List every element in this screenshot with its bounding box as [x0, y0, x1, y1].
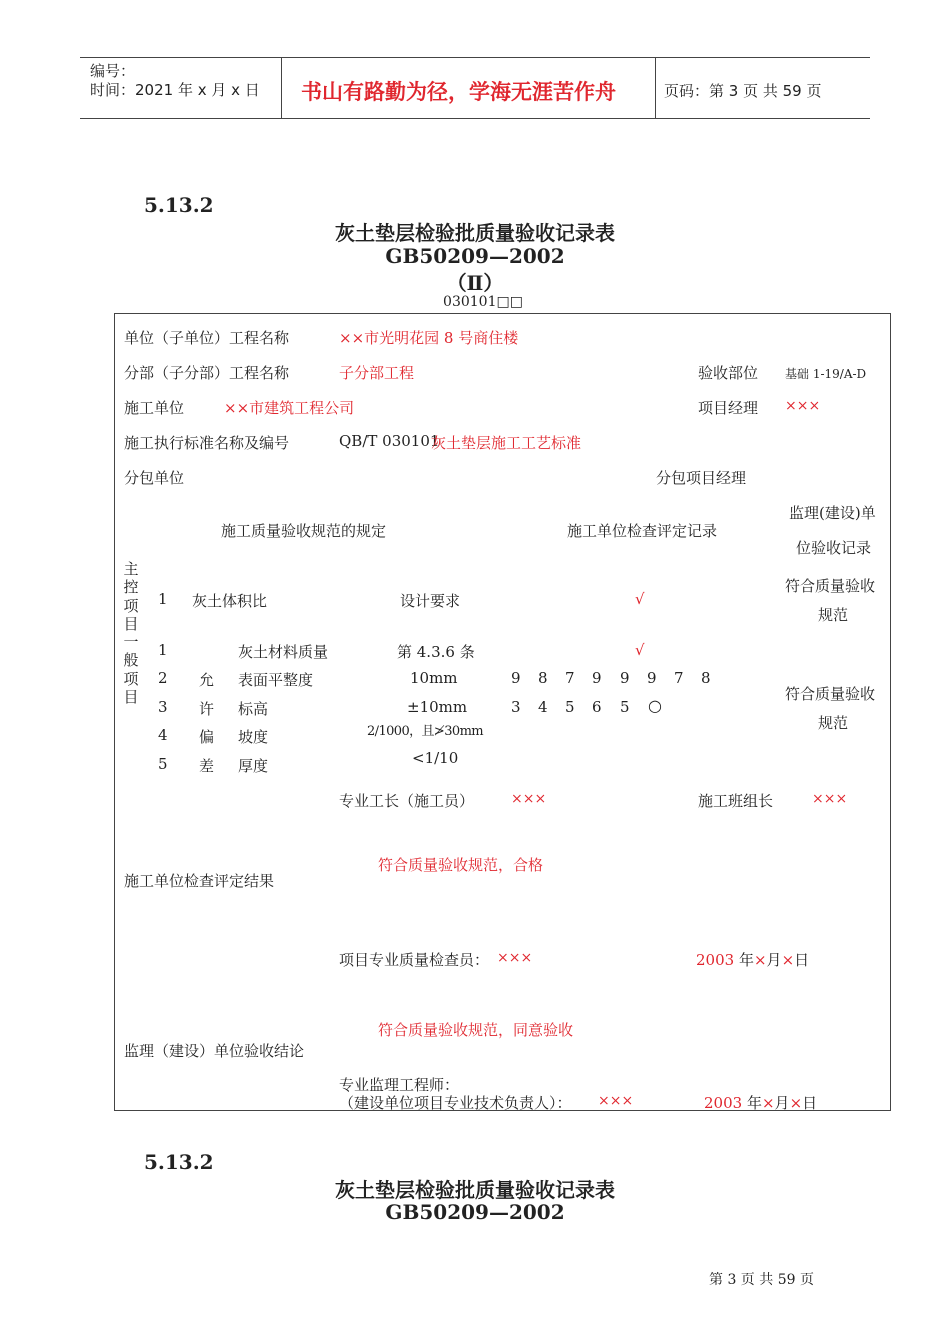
- page-title: 灰土垫层检验批质量验收记录表: [335, 221, 615, 245]
- conclusion-date-text: 日: [802, 1094, 818, 1112]
- inspection-part-label: 验收部位: [698, 364, 759, 382]
- conclusion-date-year: 2003: [704, 1094, 743, 1112]
- main-item-requirement: 设计要求: [400, 592, 461, 610]
- supervise-header-line1: 监理(建设)单: [789, 504, 876, 522]
- flatness-value: 8: [701, 669, 711, 687]
- standard-name-value: 灰土垫层施工工艺标准: [431, 434, 582, 452]
- flatness-value: 9: [592, 669, 602, 687]
- elevation-value: 6: [592, 698, 602, 716]
- supervise-header-line2: 位验收记录: [796, 539, 872, 557]
- check-date-year: 2003: [696, 951, 735, 969]
- vertical-char: 目: [123, 688, 139, 707]
- subcontractor-label: 分包单位: [124, 469, 185, 487]
- deviation-char: 许: [199, 700, 215, 718]
- unit-project-label: 单位（子单位）工程名称: [124, 329, 290, 347]
- conclusion-label: 监理（建设）单位验收结论: [124, 1042, 305, 1060]
- flatness-value: 8: [538, 669, 548, 687]
- general-item-number: 2: [158, 669, 168, 687]
- standard-code-2: GB50209—2002: [385, 1200, 565, 1224]
- inspector-label: 项目专业质量检查员：: [339, 951, 490, 969]
- check-date: [696, 949, 809, 970]
- header-divider-1: [281, 57, 282, 119]
- conclusion-date-day: ×: [789, 1094, 803, 1112]
- vertical-char: 项: [123, 669, 139, 688]
- general-item-number: 3: [158, 698, 168, 716]
- flatness-value: 7: [565, 669, 575, 687]
- builder-value: ××市建筑工程公司: [224, 399, 355, 417]
- general-item-number: 4: [158, 726, 168, 744]
- general-item-requirement: ±10mm: [407, 698, 468, 716]
- foreman-label: 专业工长（施工员）: [339, 792, 475, 810]
- header-divider-2: [655, 57, 656, 119]
- unit-project-value: ××市光明花园 8 号商住楼: [339, 329, 519, 347]
- footer-page-number: 第 3 页 共 59 页: [709, 1272, 814, 1288]
- general-conform-line2: 规范: [818, 714, 849, 732]
- header-time-label: 时间：2021 年 x 月 x 日: [90, 81, 260, 99]
- main-item-name: 灰土体积比: [192, 592, 268, 610]
- conclusion-date: [704, 1092, 817, 1113]
- project-manager-value: ×××: [785, 398, 821, 414]
- subdivision-value: 子分部工程: [339, 364, 415, 382]
- check-date-day: ×: [781, 951, 795, 969]
- general-item-requirement: 第 4.3.6 条: [397, 643, 475, 661]
- conclusion-date-month: ×: [761, 1094, 775, 1112]
- category-vertical-label: [123, 560, 139, 706]
- deviation-char: 差: [199, 757, 215, 775]
- conclusion-date-text: 年: [742, 1094, 762, 1112]
- header-page-label: 页码：第 3 页 共 59 页: [664, 82, 822, 100]
- header-bottom-rule: [80, 118, 870, 119]
- deviation-char: 偏: [199, 728, 215, 746]
- form-variant: （Ⅱ）: [446, 271, 504, 295]
- team-leader-label: 施工班组长: [698, 792, 774, 810]
- flatness-value: 9: [647, 669, 657, 687]
- vertical-char: 主: [123, 560, 139, 578]
- main-item-number: 1: [158, 590, 168, 608]
- main-conform-line1: 符合质量验收: [785, 577, 876, 595]
- subcontract-manager-label: 分包项目经理: [656, 469, 747, 487]
- form-serial: 030101□□: [443, 294, 523, 310]
- inspection-part-value: 基础 1-19/A-D: [785, 367, 867, 381]
- general-item-name: 坡度: [238, 728, 269, 746]
- vertical-char: 一: [123, 633, 139, 652]
- general-item-name: 灰土材料质量: [238, 643, 329, 661]
- header-motto: 书山有路勤为径，学海无涯苦作舟: [301, 79, 616, 104]
- standard-label: 施工执行标准名称及编号: [124, 434, 290, 452]
- vertical-char: 控: [123, 578, 139, 597]
- check-date-text: 日: [794, 951, 810, 969]
- check-date-text: 月: [766, 951, 782, 969]
- header-number-label: 编号：: [90, 62, 136, 80]
- standard-code: GB50209—2002: [385, 244, 565, 268]
- conclusion-value: 符合质量验收规范，同意验收: [378, 1021, 574, 1039]
- engineer-value: ×××: [598, 1093, 634, 1109]
- page-title-2: 灰土垫层检验批质量验收记录表: [335, 1178, 615, 1202]
- general-item-requirement: 10mm: [410, 669, 458, 687]
- builder-label: 施工单位: [124, 399, 185, 417]
- main-item-check: √: [635, 590, 645, 608]
- project-manager-label: 项目经理: [698, 399, 759, 417]
- elevation-value: 3: [511, 698, 521, 716]
- section-number-2: 5.13.2: [144, 1150, 214, 1174]
- general-item-number: 5: [158, 755, 168, 773]
- engineer-sub-label: （建设单位项目专业技术负责人）：: [339, 1094, 572, 1112]
- deviation-char: 允: [199, 671, 215, 689]
- elevation-value: 5: [565, 698, 575, 716]
- vertical-char: 项: [123, 596, 139, 615]
- header-top-rule: [80, 57, 870, 58]
- elevation-value: 5: [620, 698, 630, 716]
- subdivision-label: 分部（子分部）工程名称: [124, 364, 290, 382]
- section-number: 5.13.2: [144, 193, 214, 217]
- inspector-value: ×××: [497, 950, 533, 966]
- team-leader-value: ×××: [812, 791, 848, 807]
- general-item-name: 厚度: [238, 757, 269, 775]
- general-item-number: 1: [158, 641, 168, 659]
- check-result-value: 符合质量验收规范，合格: [378, 856, 544, 874]
- engineer-label: 专业监理工程师：: [339, 1076, 460, 1094]
- check-date-month: ×: [753, 951, 767, 969]
- general-item-check: √: [635, 641, 645, 659]
- general-item-name: 标高: [238, 700, 269, 718]
- check-result-label: 施工单位检查评定结果: [124, 872, 275, 890]
- flatness-value: 7: [674, 669, 684, 687]
- foreman-value: ×××: [511, 791, 547, 807]
- general-item-requirement: 2/1000，且≯30mm: [367, 724, 484, 739]
- standard-code-value: QB/T 030101: [339, 432, 440, 450]
- main-conform-line2: 规范: [818, 606, 849, 624]
- general-item-name: 表面平整度: [238, 671, 314, 689]
- general-item-requirement: <1/10: [412, 749, 459, 767]
- check-date-text: 年: [734, 951, 754, 969]
- conclusion-date-text: 月: [774, 1094, 790, 1112]
- flatness-value: 9: [511, 669, 521, 687]
- check-header: 施工单位检查评定记录: [567, 522, 718, 540]
- general-conform-line1: 符合质量验收: [785, 685, 876, 703]
- elevation-value: 4: [538, 698, 548, 716]
- flatness-value: 9: [620, 669, 630, 687]
- elevation-value: ○: [648, 696, 662, 715]
- vertical-char: 目: [123, 614, 139, 633]
- vertical-char: 般: [123, 651, 139, 670]
- spec-header: 施工质量验收规范的规定: [221, 522, 387, 540]
